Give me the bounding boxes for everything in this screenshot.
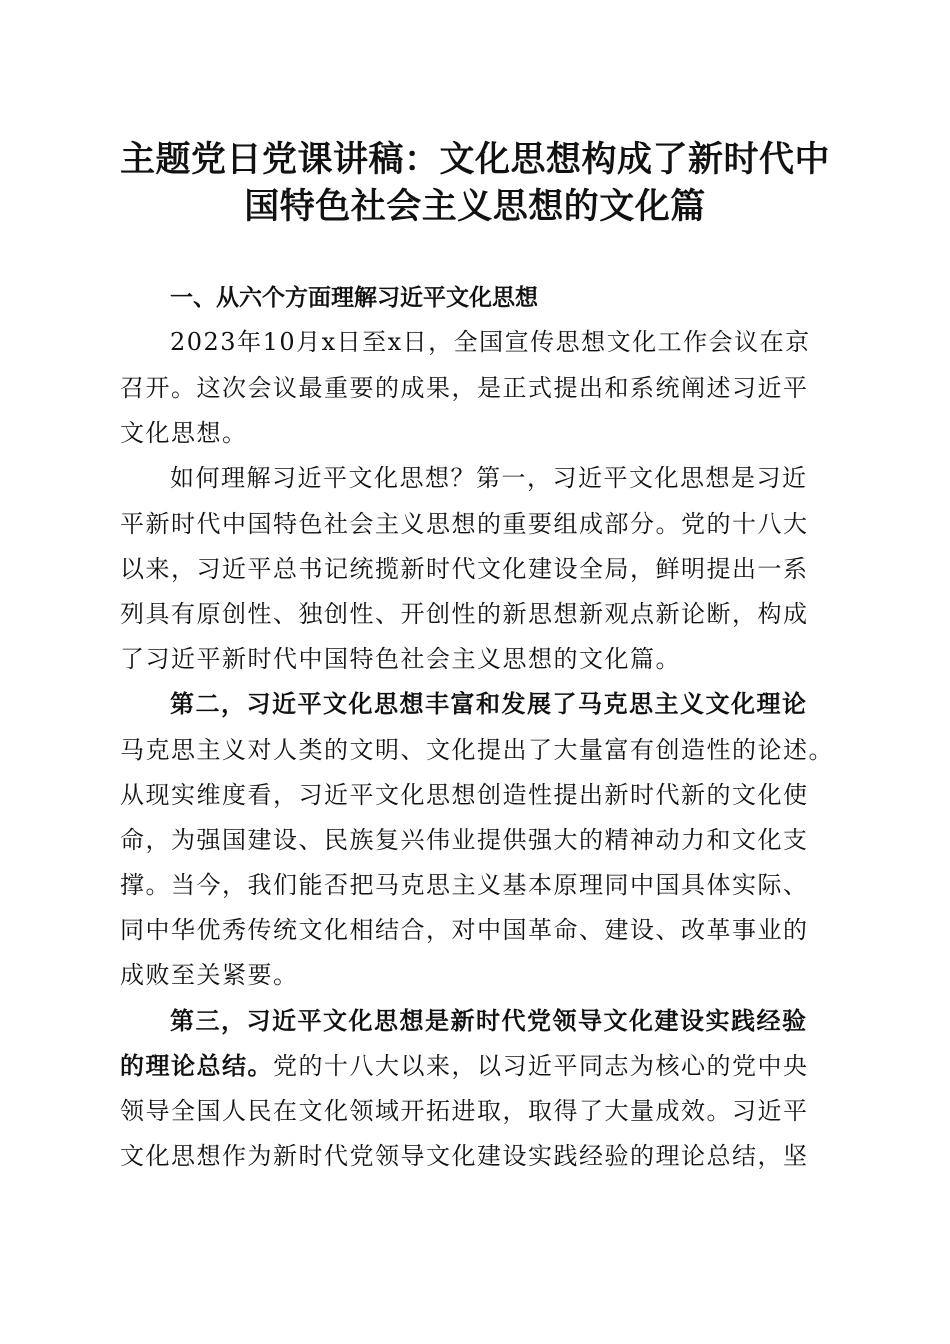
paragraph-3-line-1: 第二，习近平文化思想丰富和发展了马克思主义文化理论 (170, 689, 808, 718)
paragraph-3-line-6: 同中华优秀传统文化相结合，对中国革命、建设、改革事业的 (120, 916, 809, 944)
paragraph-2-line-2: 平新时代中国特色社会主义思想的重要组成部分。党的十八大 (120, 510, 809, 538)
paragraph-4-line-2 (120, 1049, 832, 1083)
paragraph-2-line-1: 如何理解习近平文化思想？第一，习近平文化思想是习近 (170, 464, 808, 492)
paragraph-2-line-4: 列具有原创性、独创性、开创性的新思想新观点新论断，构成 (120, 600, 809, 628)
document-title-line-2: 国特色社会主义思想的文化篇 (244, 187, 706, 227)
paragraph-1-line-3: 文化思想。 (120, 419, 248, 447)
paragraph-4-line-4: 文化思想作为新时代党领导文化建设实践经验的理论总结，坚 (120, 1142, 809, 1170)
paragraph-1-line-2: 召开。这次会议最重要的成果，是正式提出和系统阐述习近平 (120, 374, 809, 402)
paragraph-1-line-1: 2023年10月x日至x日，全国宣传思想文化工作会议在京 (170, 328, 811, 356)
paragraph-4-line-1: 第三，习近平文化思想是新时代党领导文化建设实践经验 (170, 1006, 808, 1035)
paragraph-3-line-7: 成败至关紧要。 (120, 961, 299, 989)
paragraph-3-line-5: 撑。当今，我们能否把马克思主义基本原理同中国具体实际、 (120, 871, 809, 899)
paragraph-4-regular-segment: 党的十八大以来，以习近平同志为核心的党中央 (273, 1052, 809, 1080)
document-title-line-1: 主题党日党课讲稿：文化思想构成了新时代中 (119, 140, 830, 180)
section-heading: 一、从六个方面理解习近平文化思想 (170, 285, 538, 311)
paragraph-4-bold-segment: 的理论总结。 (120, 1051, 273, 1080)
paragraph-2-line-5: 了习近平新时代中国特色社会主义思想的文化篇。 (120, 645, 681, 673)
paragraph-4-line-3: 领导全国人民在文化领域开拓进取，取得了大量成效。习近平 (120, 1097, 809, 1125)
paragraph-3-line-2: 马克思主义对人类的文明、文化提出了大量富有创造性的论述。 (120, 736, 834, 764)
paragraph-3-line-3: 从现实维度看，习近平文化思想创造性提出新时代新的文化使 (120, 781, 809, 809)
paragraph-2-line-3: 以来，习近平总书记统揽新时代文化建设全局，鲜明提出一系 (120, 555, 809, 583)
paragraph-3-line-4: 命，为强国建设、民族复兴伟业提供强大的精神动力和文化支 (120, 826, 809, 854)
